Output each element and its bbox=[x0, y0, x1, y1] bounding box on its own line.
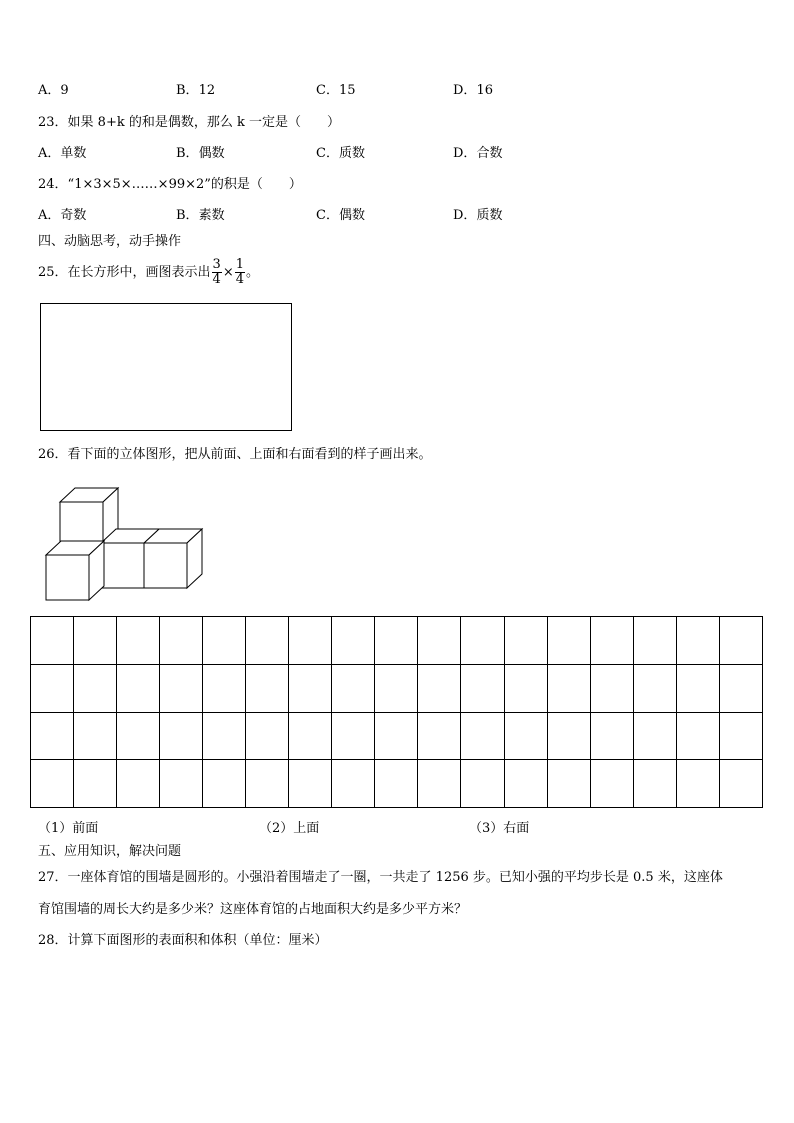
q24-option-d[interactable]: D．质数 bbox=[453, 208, 503, 223]
grid-cell[interactable] bbox=[289, 664, 332, 712]
grid-cell[interactable] bbox=[160, 760, 203, 808]
q27-line-2: 育馆围墙的周长大约是多少米？这座体育馆的占地面积大约是多少平方米？ bbox=[38, 902, 468, 917]
q27-line-1: 27．一座体育馆的围墙是圆形的。小强沿着围墙走了一圈，一共走了 1256 步。已知小强的平均步长是 0.5 米，这座体 bbox=[38, 870, 723, 885]
q24-option-c[interactable]: C．偶数 bbox=[316, 208, 365, 223]
fraction-2-denominator: 4 bbox=[235, 272, 245, 287]
grid-cell[interactable] bbox=[590, 664, 633, 712]
grid-cell[interactable] bbox=[117, 664, 160, 712]
grid-cell[interactable] bbox=[418, 664, 461, 712]
q24-question: 24．“1×3×5×……×99×2”的积是（ ） bbox=[38, 177, 302, 192]
fraction-2-numerator: 1 bbox=[235, 257, 245, 272]
fraction-1-numerator: 3 bbox=[212, 257, 221, 272]
grid-cell[interactable] bbox=[375, 760, 418, 808]
grid-cell[interactable] bbox=[203, 664, 246, 712]
q22-option-a[interactable]: A．9 bbox=[38, 83, 69, 98]
section-5-title: 五、应用知识，解决问题 bbox=[38, 844, 182, 859]
grid-cell[interactable] bbox=[117, 617, 160, 665]
top-cube-front-face bbox=[60, 502, 103, 547]
q22-option-b[interactable]: B．12 bbox=[176, 83, 216, 98]
grid-cell[interactable] bbox=[117, 760, 160, 808]
grid-cell[interactable] bbox=[633, 664, 676, 712]
q28-question: 28．计算下面图形的表面积和体积（单位：厘米） bbox=[38, 933, 328, 948]
grid-cell[interactable] bbox=[74, 712, 117, 760]
grid-cell[interactable] bbox=[633, 760, 676, 808]
grid-cell[interactable] bbox=[633, 617, 676, 665]
grid-cell[interactable] bbox=[590, 760, 633, 808]
grid-cell[interactable] bbox=[160, 617, 203, 665]
grid-cell[interactable] bbox=[719, 712, 762, 760]
grid-row bbox=[31, 617, 763, 665]
grid-cell[interactable] bbox=[633, 712, 676, 760]
q25-question bbox=[38, 256, 259, 290]
cube-figure bbox=[44, 485, 209, 603]
grid-cell[interactable] bbox=[160, 712, 203, 760]
fraction-three-quarters bbox=[212, 258, 222, 287]
q22-option-c[interactable]: C．15 bbox=[316, 83, 356, 98]
q23-option-a[interactable]: A．单数 bbox=[38, 146, 87, 161]
grid-cell[interactable] bbox=[590, 617, 633, 665]
section-4-title: 四、动脑思考，动手操作 bbox=[38, 234, 182, 249]
grid-cell[interactable] bbox=[504, 664, 547, 712]
grid-cell[interactable] bbox=[203, 617, 246, 665]
middle-cube-front-face bbox=[101, 543, 144, 588]
grid-row bbox=[31, 712, 763, 760]
q26-question: 26．看下面的立体图形，把从前面、上面和右面看到的样子画出来。 bbox=[38, 447, 432, 462]
grid-cell[interactable] bbox=[203, 760, 246, 808]
grid-cell[interactable] bbox=[74, 760, 117, 808]
grid-cell[interactable] bbox=[246, 760, 289, 808]
grid-cell[interactable] bbox=[375, 712, 418, 760]
grid-cell[interactable] bbox=[719, 760, 762, 808]
grid-cell[interactable] bbox=[332, 760, 375, 808]
q25-prefix: 25．在长方形中，画图表示出 bbox=[38, 265, 211, 280]
grid-cell[interactable] bbox=[504, 760, 547, 808]
grid-cell[interactable] bbox=[461, 760, 504, 808]
grid-cell[interactable] bbox=[676, 617, 719, 665]
grid-cell[interactable] bbox=[676, 664, 719, 712]
q25-suffix: 。 bbox=[246, 265, 260, 280]
grid-cell[interactable] bbox=[74, 664, 117, 712]
grid-cell[interactable] bbox=[74, 617, 117, 665]
grid-row bbox=[31, 760, 763, 808]
q24-option-b[interactable]: B．素数 bbox=[176, 208, 225, 223]
grid-cell[interactable] bbox=[719, 617, 762, 665]
grid-cell[interactable] bbox=[418, 712, 461, 760]
grid-cell[interactable] bbox=[246, 617, 289, 665]
grid-cell[interactable] bbox=[547, 617, 590, 665]
view-label-right: （3）右面 bbox=[469, 821, 530, 836]
view-label-top: （2）上面 bbox=[259, 821, 320, 836]
grid-cell[interactable] bbox=[289, 712, 332, 760]
grid-cell[interactable] bbox=[504, 617, 547, 665]
drawing-grid[interactable] bbox=[30, 616, 763, 808]
fraction-1-denominator: 4 bbox=[212, 272, 221, 287]
grid-cell[interactable] bbox=[31, 760, 74, 808]
grid-cell[interactable] bbox=[332, 617, 375, 665]
grid-cell[interactable] bbox=[461, 617, 504, 665]
grid-cell[interactable] bbox=[676, 712, 719, 760]
grid-cell[interactable] bbox=[461, 712, 504, 760]
front-cube-front-face bbox=[46, 555, 89, 600]
right-cube-front-face bbox=[144, 543, 187, 588]
grid-cell[interactable] bbox=[31, 664, 74, 712]
grid-cell[interactable] bbox=[375, 617, 418, 665]
grid-cell[interactable] bbox=[289, 617, 332, 665]
q23-option-c[interactable]: C．质数 bbox=[316, 146, 365, 161]
grid-cell[interactable] bbox=[31, 712, 74, 760]
q24-option-a[interactable]: A．奇数 bbox=[38, 208, 87, 223]
grid-cell[interactable] bbox=[160, 664, 203, 712]
grid-cell[interactable] bbox=[117, 712, 160, 760]
grid-cell[interactable] bbox=[676, 760, 719, 808]
grid-cell[interactable] bbox=[504, 712, 547, 760]
grid-cell[interactable] bbox=[547, 664, 590, 712]
q23-option-b[interactable]: B．偶数 bbox=[176, 146, 225, 161]
q23-option-d[interactable]: D．合数 bbox=[453, 146, 503, 161]
grid-cell[interactable] bbox=[719, 664, 762, 712]
grid-cell[interactable] bbox=[246, 664, 289, 712]
grid-row bbox=[31, 664, 763, 712]
grid-cell[interactable] bbox=[418, 760, 461, 808]
q22-option-d[interactable]: D．16 bbox=[453, 83, 493, 98]
grid-cell[interactable] bbox=[203, 712, 246, 760]
view-label-front: （1）前面 bbox=[38, 821, 99, 836]
grid-cell[interactable] bbox=[31, 617, 74, 665]
fraction-one-quarter bbox=[235, 258, 245, 287]
grid-cell[interactable] bbox=[289, 760, 332, 808]
grid-cell[interactable] bbox=[332, 712, 375, 760]
grid-cell[interactable] bbox=[418, 617, 461, 665]
q23-question: 23．如果 8+k 的和是偶数，那么 k 一定是（ ） bbox=[38, 115, 340, 130]
times-sign: × bbox=[222, 265, 234, 280]
grid-cell[interactable] bbox=[461, 664, 504, 712]
grid-cell[interactable] bbox=[547, 712, 590, 760]
grid-cell[interactable] bbox=[332, 664, 375, 712]
grid-cell[interactable] bbox=[246, 712, 289, 760]
drawing-rectangle[interactable] bbox=[40, 303, 292, 431]
grid-cell[interactable] bbox=[547, 760, 590, 808]
grid-cell[interactable] bbox=[375, 664, 418, 712]
grid-cell[interactable] bbox=[590, 712, 633, 760]
